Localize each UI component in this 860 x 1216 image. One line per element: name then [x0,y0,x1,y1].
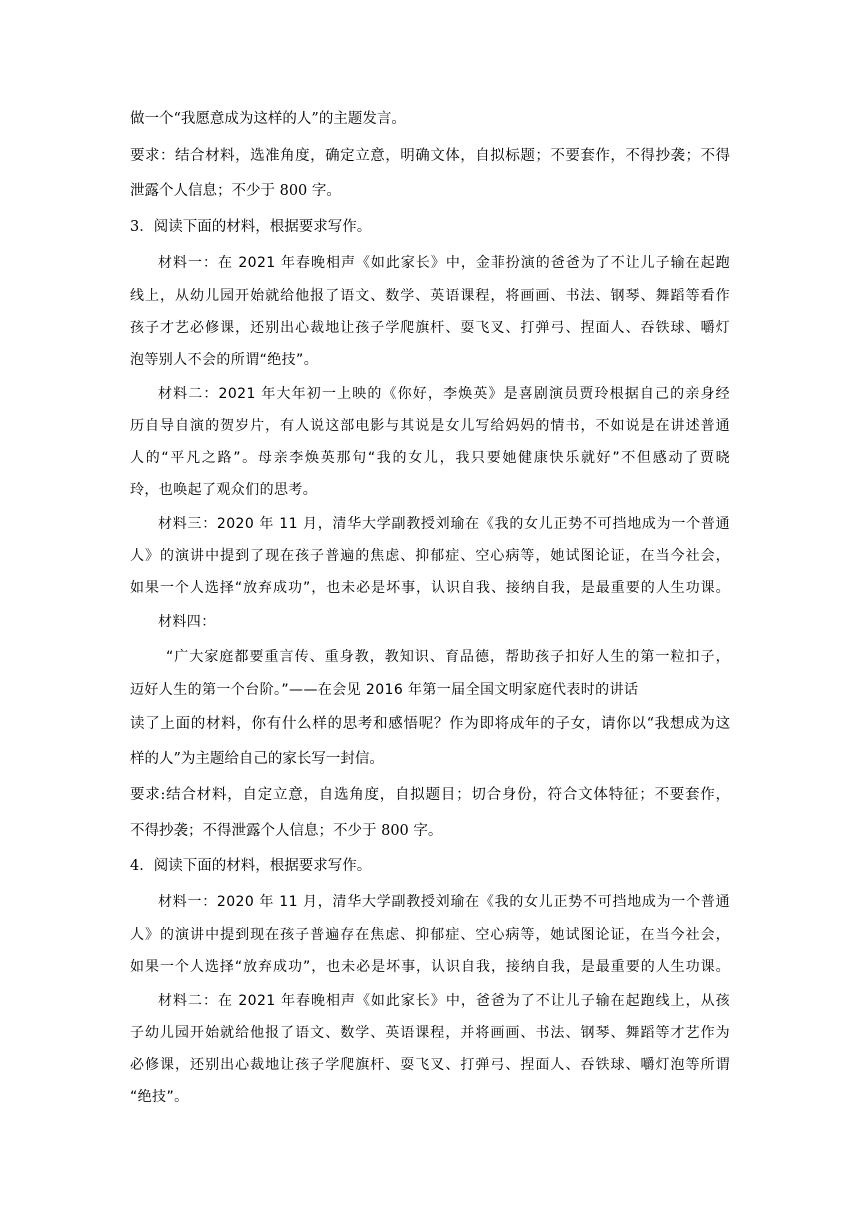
q4-material-1-line-3: 如果一个人选择“放弃成功”，也未必是坏事，认识自我，接纳自我，是最重要的人生功课。 [130,959,730,975]
requirement-line-1: 要求：结合材料，选准角度，确定立意，明确文体，自拟标题；不要套作，不得抄袭；不得 [130,148,730,164]
requirement-line-2: 泄露个人信息；不少于 800 字。 [130,183,341,199]
q4-material-2-line-1: 材料二：在 2021 年春晚相声《如此家长》中，爸爸为了不让儿子输在起跑线上，从孩 [158,993,730,1009]
q3-material-3-line-2: 人》的演讲中提到了现在孩子普遍的焦虑、抑郁症、空心病等，她试图论证，在当今社会， [130,548,730,564]
q3-material-1-line-2: 线上，从幼儿园开始就给他报了语文、数学、英语课程，将画画、书法、钢琴、舞蹈等看作 [130,288,730,304]
question-4-heading: 4．阅读下面的材料，根据要求写作。 [130,858,372,874]
q4-material-1-line-2: 人》的演讲中提到现在孩子普遍存在焦虑、抑郁症、空心病等，她试图论证，在当今社会， [130,927,730,943]
q4-material-1-line-1: 材料一：2020 年 11 月，清华大学副教授刘瑜在《我的女儿正势不可挡地成为一个普通 [158,894,730,910]
question-3-heading: 3．阅读下面的材料，根据要求写作。 [130,219,372,235]
q3-prompt-line-2: 样的人”为主题给自己的家长写一封信。 [130,751,384,767]
q3-material-4-quote-line-2: 迈好人生的第一个台阶。”——在会见 2016 年第一届全国文明家庭代表时的讲话 [130,682,639,698]
q3-material-2-line-4: 玲，也唤起了观众们的思考。 [130,482,318,498]
q3-material-1-line-1: 材料一：在 2021 年春晚相声《如此家长》中，金菲扮演的爸爸为了不让儿子输在起跑 [158,255,730,271]
q3-material-1-line-3: 孩子才艺必修课，还别出心裁地让孩子学爬旗杆、耍飞叉、打弹弓、捏面人、吞铁球、嚼灯 [130,320,730,336]
q3-material-1-line-4: 泡等别人不会的所谓“绝技”。 [130,352,319,368]
topic-speech-line: 做一个“我愿意成为这样的人”的主题发言。 [130,111,406,127]
q3-material-2-line-3: 人的“平凡之路”。母亲李焕英那句“我的女儿，我只要她健康快乐就好”不但感动了贾晓 [130,450,730,466]
q4-material-2-line-4: “绝技”。 [130,1089,189,1105]
q3-material-2-line-1: 材料二：2021 年大年初一上映的《你好，李焕英》是喜剧演员贾玲根据自己的亲身经 [158,386,730,402]
q4-material-2-line-2: 子幼儿园开始就给他报了语文、数学、英语课程，并将画画、书法、钢琴、舞蹈等才艺作为 [130,1025,730,1041]
q3-material-4-label: 材料四： [158,614,216,630]
q3-material-4-quote-line-1: “广大家庭都要重言传、重身教，教知识、育品德，帮助孩子扣好人生的第一粒扣子， [166,649,730,665]
q3-material-3-line-3: 如果一个人选择“放弃成功”，也未必是坏事，认识自我、接纳自我，是最重要的人生功课。 [130,580,730,596]
q3-prompt-line-1: 读了上面的材料，你有什么样的思考和感悟呢？作为即将成年的子女，请你以“我想成为这 [130,716,730,732]
q3-requirement-line-1: 要求:结合材料，自定立意，自选角度，自拟题目；切合身份，符合文体特征；不要套作， [130,787,730,803]
q3-requirement-line-2: 不得抄袭；不得泄露个人信息；不少于 800 字。 [130,823,443,839]
q3-material-3-line-1: 材料三：2020 年 11 月，清华大学副教授刘瑜在《我的女儿正势不可挡地成为一个普通 [158,516,730,532]
q3-material-2-line-2: 历自导自演的贺岁片，有人说这部电影与其说是女儿写给妈妈的情书，不如说是在讲述普通 [130,418,730,434]
q4-material-2-line-3: 必修课，还别出心裁地让孩子学爬旗杆、耍飞叉、打弹弓、捏面人、吞铁球、嚼灯泡等所谓 [130,1057,730,1073]
